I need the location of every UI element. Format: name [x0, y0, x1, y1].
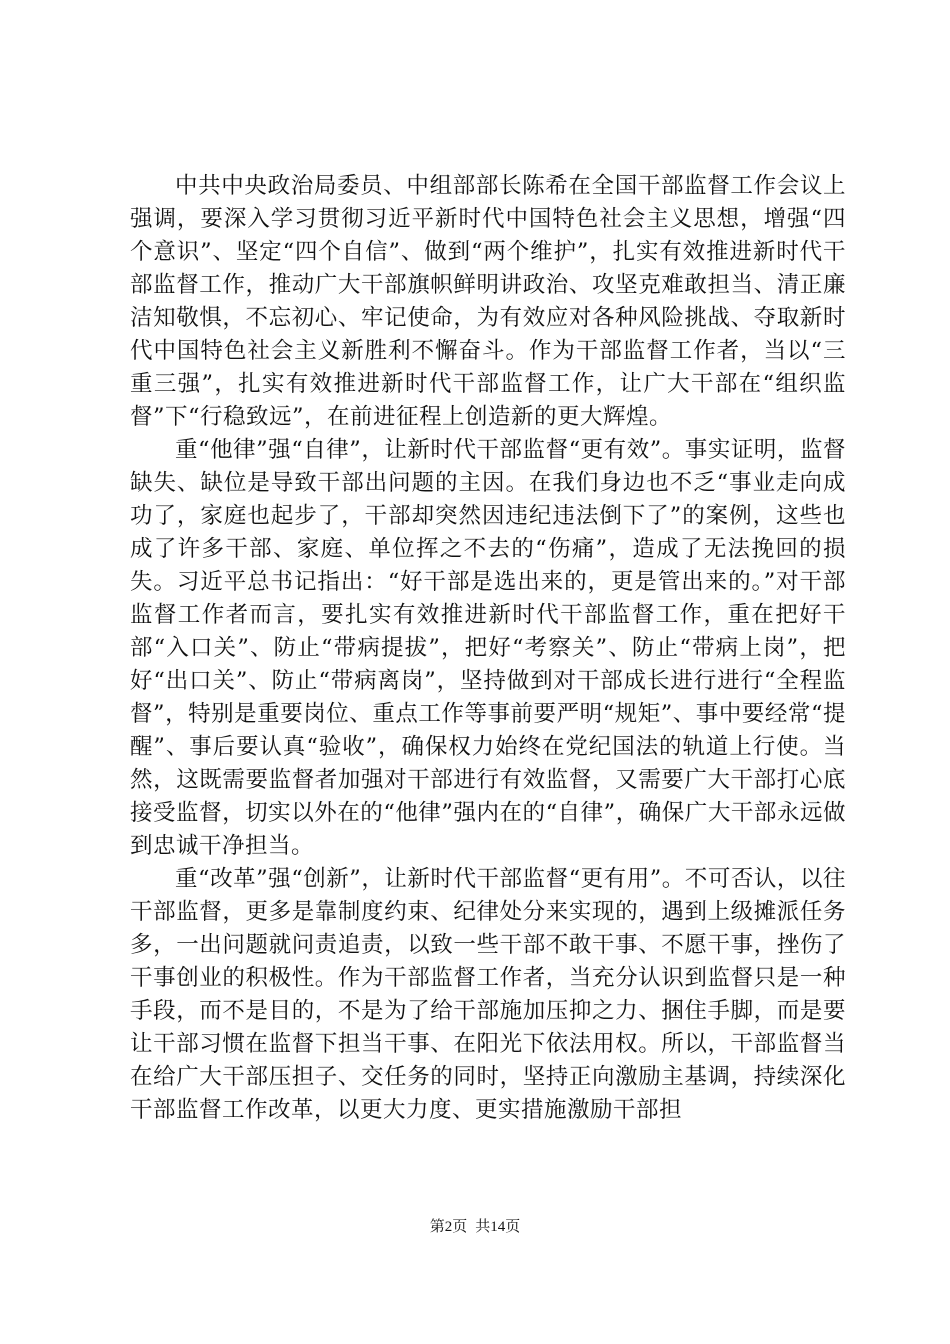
page-number: 第2页	[429, 1219, 468, 1235]
paragraph-reform: 重“改革”强“创新”，让新时代干部监督“更有用”。不可否认，以往干部监督，更多是靠制度约束、纪律处分来实现的，遇到上级摊派任务多，一出问题就问责追责，以致一些干部不敢干事、不愿干事，挫伤了干事创业的积极性。作为干部监督工作者，当充分认识到监督只是一种手段，而不是目的，不是为了给干部施加压抑之力、捆住手脚，而是要让干部习惯在监督下担当干事、在阳光下依法用权。所以，干部监督当在给广大干部压担子、交任务的同时，坚持正向激励主基调，持续深化干部监督工作改革，以更大力度、更实措施激励干部担	[130, 866, 846, 1123]
paragraph-intro: 中共中央政治局委员、中组部部长陈希在全国干部监督工作会议上强调，要深入学习贯彻习近平新时代中国特色社会主义思想，增强“四个意识”、坚定“四个自信”、做到“两个维护”，扎实有效推进新时代干部监督工作，推动广大干部旗帜鲜明讲政治、攻坚克难敢担当、清正廉洁知敬惧，不忘初心、牢记使命，为有效应对各种风险挑战、夺取新时代中国特色社会主义新胜利不懈奋斗。作为干部监督工作者，当以“三重三强”，扎实有效推进新时代干部监督工作，让广大干部在“组织监督”下“行稳致远”，在前进征程上创造新的更大辉煌。	[130, 173, 846, 430]
paragraph-discipline: 重“他律”强“自律”，让新时代干部监督“更有效”。事实证明，监督缺失、缺位是导致干部出问题的主因。在我们身边也不乏“事业走向成功了，家庭也起步了，干部却突然因违纪违法倒下了”的案例，这些也成了许多干部、家庭、单位挥之不去的“伤痛”，造成了无法挽回的损失。习近平总书记指出：“好干部是选出来的，更是管出来的。”对干部监督工作者而言，要扎实有效推进新时代干部监督工作，重在把好干部“入口关”、防止“带病提拔”，把好“考察关”、防止“带病上岗”，把好“出口关”、防止“带病离岗”，坚持做到对干部成长进行进行“全程监督”，特别是重要岗位、重点工作等事前要严明“规矩”、事中要经常“提醒”、事后要认真“验收”，确保权力始终在党纪国法的轨道上行使。当然，这既需要监督者加强对干部进行有效监督，又需要广大干部打心底接受监督，切实以外在的“他律”强内在的“自律”，确保广大干部永远做到忠诚干净担当。	[130, 437, 846, 859]
page-footer	[0, 1217, 950, 1237]
page-total: 共14页	[475, 1219, 521, 1235]
document-body	[130, 170, 846, 1127]
